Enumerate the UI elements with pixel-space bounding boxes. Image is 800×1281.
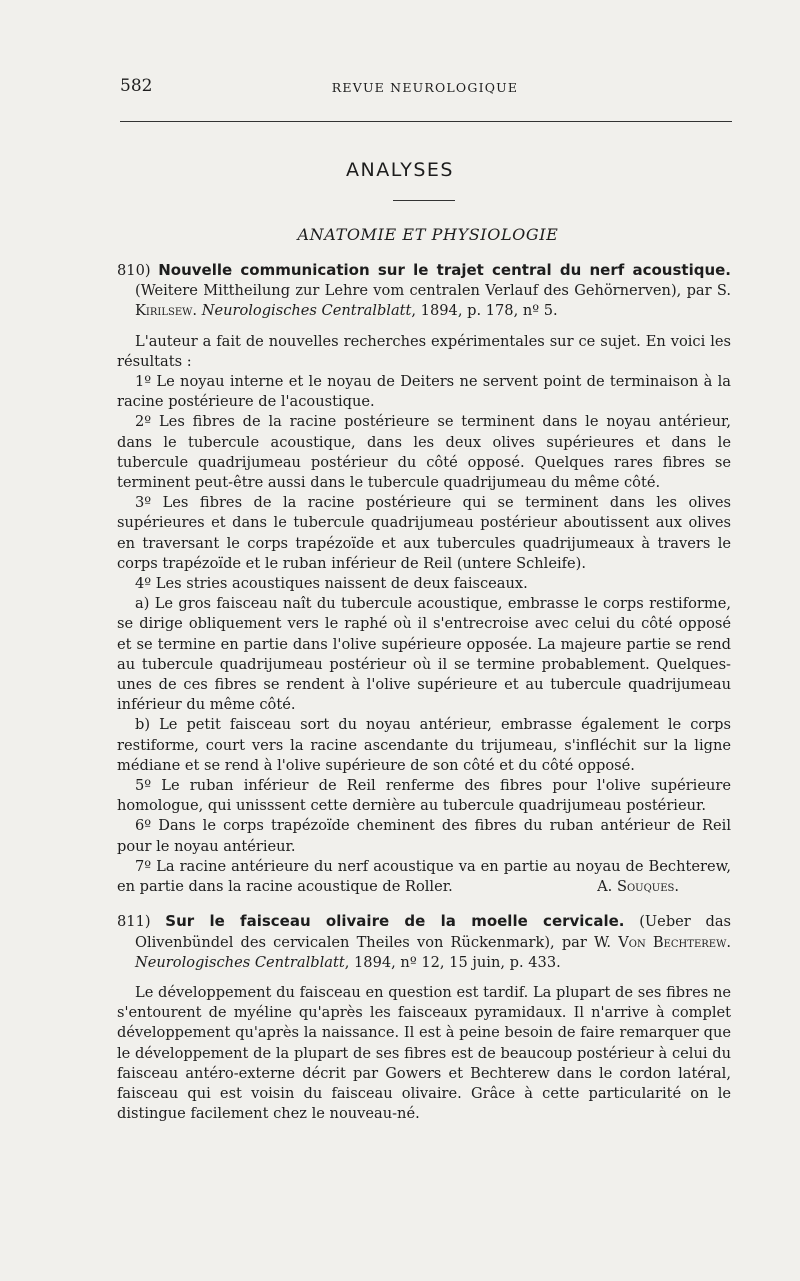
entry-journal: Neurologisches Centralblatt — [135, 953, 345, 971]
entry-number: 810) — [117, 262, 151, 279]
entry-heading: 811) Sur le faisceau olivaire de la moelle cervicale. (Ueber das Olivenbündel des cervicalen Theiles von Rückenmark), par W. Von Bechterew. Neurologisches Centralblatt, 1894, nº 12, 15 juin, p. 433. — [117, 912, 732, 971]
paragraph: 1º Le noyau interne et le noyau de Deiters ne servent point de terminaison à la racine postérieure de l'acoustique. — [117, 373, 731, 411]
entry-journal: Neurologisches Centralblatt — [201, 302, 412, 320]
header-rule — [120, 121, 732, 122]
paragraph: 6º Dans le corps trapézoïde cheminent des fibres du ruban antérieur de Reil pour le noyau antérieur. — [117, 817, 731, 855]
section-rule — [393, 200, 455, 201]
paragraph: 2º Les fibres de la racine postérieure se terminent dans le noyau antérieur, dans le tubercule acoustique, dans les deux olives supérieures et dans le tubercule quadrijumeau postérieur du côté opposé. Quelques rares fibres se terminent peut-être aussi dans le tubercule quadrijumeau du même côté. — [117, 413, 731, 492]
paragraph: L'auteur a fait de nouvelles recherches expérimentales sur ce sujet. En voici les résultats : — [117, 332, 731, 370]
paragraph: Le développement du faisceau en question est tardif. La plupart de ses fibres ne s'entourent de myéline qu'après les faisceaux pyramidaux. Il n'arrive à complet développement qu'après la naissance. Il est à peine besoin de faire remarquer que le développement de la plupart de ses fibres est de beaucoup postérieur à celui du faisceau antéro-externe décrit par Gowers et Bechterew dans le cordon latéral, faisceau qui est voisin du faisceau olivaire. Grâce à cette particularité on le distingue facilement chez le nouveau-né. — [117, 983, 731, 1123]
entry-subtitle: (Ueber das Olivenbündel des cervicalen Theiles von Rückenmark), par W. — [135, 913, 732, 951]
paragraph-text: 7º La racine antérieure du nerf acoustique va en partie au noyau de Bechterew, en partie dans la racine acoustique de Roller. — [117, 857, 731, 896]
entry-title: Nouvelle communication sur le trajet central du nerf acoustique. — [158, 261, 732, 279]
paragraph: 4º Les stries acoustiques naissent de deux faisceaux. — [135, 575, 528, 593]
paragraph: 3º Les fibres de la racine postérieure qui se terminent dans les olives supérieures et dans le tubercule quadrijumeau postérieur aboutissent aux olives en traversant le corps trapézoïde et aux tubercules quadrijumeaux à travers le corps trapézoïde et le ruban inférieur de Reil (untere Schleife). — [117, 494, 731, 572]
entry-citation: , 1894, nº 12, 15 juin, p. 433. — [344, 953, 561, 971]
entry-number: 811) — [117, 913, 151, 931]
entry-author: Kirilsew — [135, 302, 193, 320]
paragraph: 5º Le ruban inférieur de Reil renferme des fibres pour l'olive supérieure homologue, qui unisssent cette dernière au tubercule quadrijumeau postérieur. — [117, 777, 731, 815]
page-number: 582 — [120, 76, 153, 96]
analysis-entry-811 — [117, 911, 731, 1124]
running-head — [120, 76, 730, 100]
entry-subtitle: (Weitere Mittheilung zur Lehre vom centralen Verlauf des Gehörnerven), par S. — [135, 282, 731, 300]
entry-author: Von Bechterew — [618, 933, 727, 951]
paragraph: a) Le gros faisceau naît du tubercule acoustique, embrasse le corps restiforme, se dirige obliquement vers le raphé où il s'entrecroise avec celui du côté opposé et se termine en partie dans l'olive supérieure opposée. La majeure partie se rend au tubercule quadrijumeau postérieur où il se termine probablement. Quelques-unes de ces fibres se rendent à l'olive supérieure et au tubercule quadrijumeau inférieur du même côté. — [117, 595, 731, 714]
entry-title: Sur le faisceau olivaire de la moelle cervicale. — [165, 912, 625, 931]
reviewer-signature: A. Souques. — [597, 878, 679, 896]
section-title: ANALYSES — [345, 159, 454, 181]
article-body — [117, 260, 731, 1124]
paragraph — [117, 857, 731, 897]
journal-title: REVUE NEUROLOGIQUE — [331, 80, 519, 95]
analysis-entry-810 — [117, 260, 731, 897]
entry-heading: 810) Nouvelle communication sur le trajet central du nerf acoustique. (Weitere Mittheilung zur Lehre vom centralen Verlauf des Gehörnerven), par S. Kirilsew. Neurologisches Centralblatt, 1894, p. 178, nº 5. — [117, 261, 732, 320]
subsection-title: ANATOMIE ET PHYSIOLOGIE — [297, 225, 559, 244]
entry-citation: , 1894, p. 178, nº 5. — [411, 302, 558, 320]
paragraph: b) Le petit faisceau sort du noyau antérieur, embrasse également le corps restiforme, court vers la racine ascendante du trijumeau, s'infléchit sur la ligne médiane et se rend à l'olive supérieure de son côté et du côté opposé. — [117, 716, 731, 774]
